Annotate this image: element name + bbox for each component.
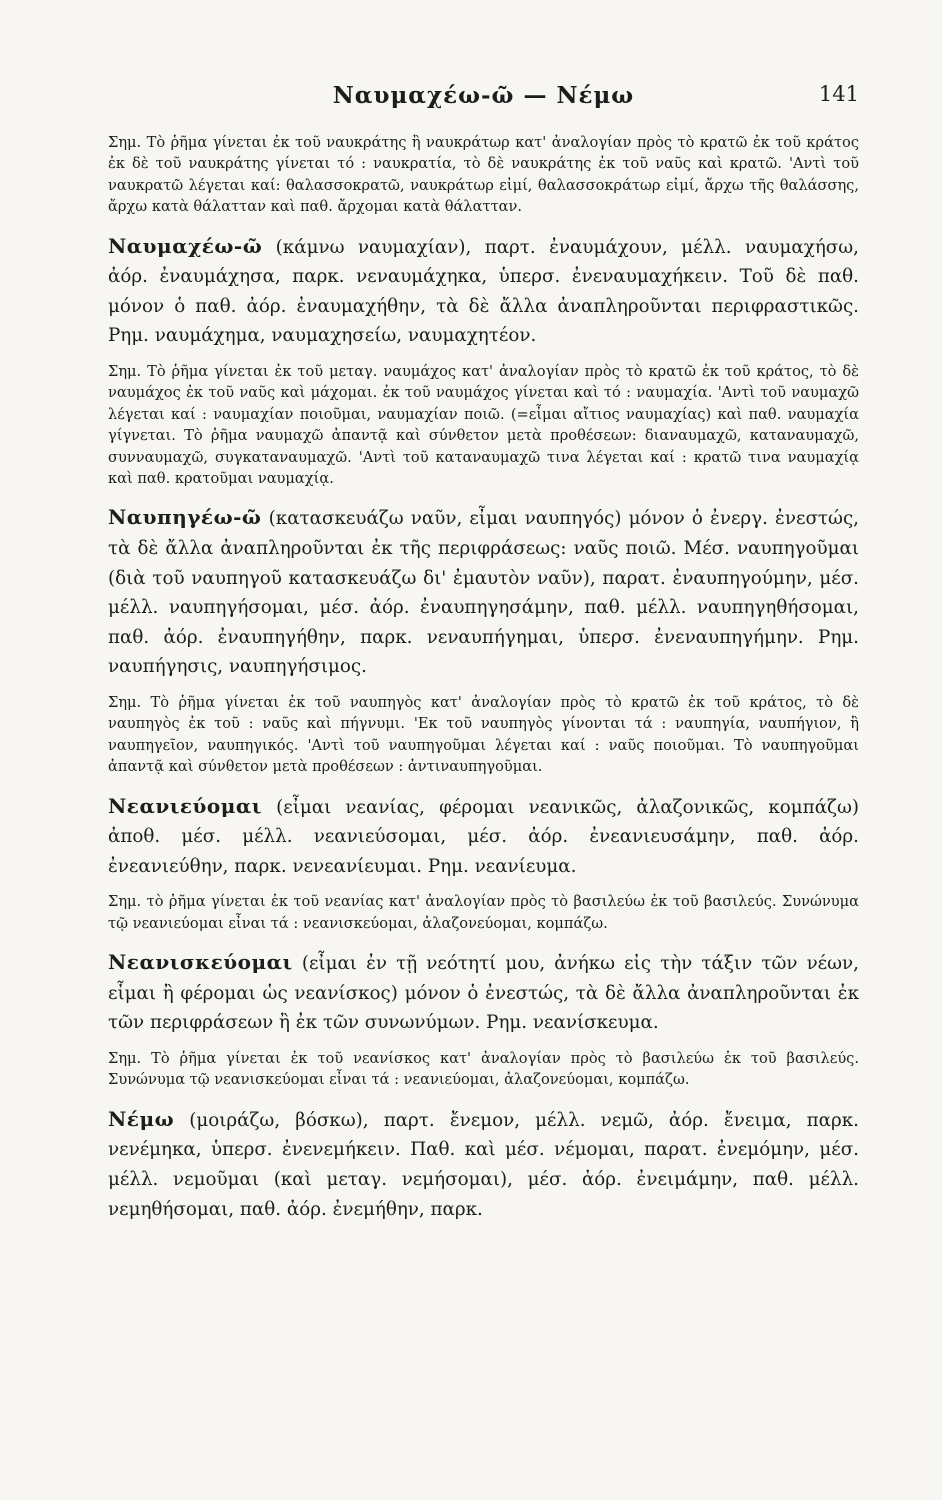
entry-lemma: Ναυπηγέω-ῶ bbox=[108, 505, 262, 530]
entry-text: (κάμνω ναυμαχίαν), παρτ. ἐναυμάχουν, μέλλ. ναυμαχήσω, ἀόρ. ἐναυμάχησα, παρκ. νεναυμάχηκα, ὑπερσ. ἐνεναυμαχήκειν. Τοῦ δὲ παθ. μόνον ὁ παθ. ἀόρ. ἐναυμαχήθην, τὰ δὲ ἄλλα ἀναπληροῦνται περιφραστικῶς. Ρημ. ναυμάχημα, ναυμαχησείω, ναυμαχητέον. bbox=[108, 236, 859, 347]
entry-neaniskeuomai bbox=[108, 948, 859, 1038]
entry-nemo bbox=[108, 1105, 859, 1224]
entry-text: (εἶμαι νεανίας, φέρομαι νεανικῶς, ἀλαζονικῶς, κομπάζω) ἀποθ. μέσ. μέλλ. νεανιεύσομαι, μέσ. ἀόρ. ἐνεανιευσάμην, παθ. ἀόρ. ἐνεανιεύθην, παρκ. νενεανίευμαι. Ρημ. νεανίευμα. bbox=[108, 796, 859, 877]
note-naupegeo bbox=[108, 692, 859, 778]
note-naumacheo bbox=[108, 361, 859, 489]
entry-text: (εἶμαι ἐν τῇ νεότητί μου, ἀνήκω εἰς τὴν τάξιν τῶν νέων, εἶμαι ἢ φέρομαι ὡς νεανίσκος) μόνον ὁ ἐνεστώς, τὰ δὲ ἄλλα ἀναπληροῦνται ἐκ τῶν περιφράσεων ἢ ἐκ τῶν συνωνύμων. Ρημ. νεανίσκευμα. bbox=[108, 953, 859, 1034]
entry-naupegeo bbox=[108, 503, 859, 682]
note-neaniskeuomai bbox=[108, 1048, 859, 1091]
entry-text: (κατασκευάζω ναῦν, εἶμαι ναυπηγός) μόνον ὁ ἐνεργ. ἐνεστώς, τὰ δὲ ἄλλα ἀναπληροῦνται ἐκ τῆς περιφράσεως: ναῦς ποιῶ. Μέσ. ναυπηγοῦμαι (διὰ τοῦ ναυπηγοῦ κατασκευάζω δι' ἐμαυτὸν ναῦν), παρατ. ἐναυπηγούμην, μέσ. μέλλ. ναυπηγήσομαι, μέσ. ἀόρ. ἐναυπηγησάμην, παθ. μέλλ. ναυπηγηθήσομαι, παθ. ἀόρ. ἐναυπηγήθην, παρκ. νεναυπήγημαι, ὑπερσ. ἐνεναυπηγήμην. Ρημ. ναυπήγησις, ναυπηγήσιμος. bbox=[108, 508, 859, 678]
note-naukrateo bbox=[108, 132, 859, 218]
entry-naumacheo bbox=[108, 232, 859, 351]
note-text: Σημ. Τὸ ῥῆμα γίνεται ἐκ τοῦ ναυπηγὸς κατ' ἀναλογίαν πρὸς τὸ κρατῶ ἐκ τοῦ κράτος, τὸ δὲ ναυπηγὸς ἐκ τοῦ : ναῦς καὶ πήγνυμι. 'Εκ τοῦ ναυπηγὸς γίνονται τά : ναυπηγία, ναυπήγιον, ἢ ναυπηγεῖον, ναυπηγικός. 'Αντὶ τοῦ ναυπηγοῦμαι λέγεται καί : ναῦς ποιοῦμαι. Τὸ ναυπηγοῦμαι ἀπαντᾷ καὶ σύνθετον μετὰ προθέσεων : ἀντιναυπηγοῦμαι. bbox=[108, 694, 859, 776]
entry-lemma: Νέμω bbox=[108, 1106, 175, 1131]
note-text: Σημ. Τὸ ῥῆμα γίνεται ἐκ τοῦ ναυκράτης ἢ ναυκράτωρ κατ' ἀναλογίαν πρὸς τὸ κρατῶ ἐκ τοῦ κράτος ἐκ δὲ τοῦ ναυκράτης γίνεται τό : ναυκρατία, τὸ δὲ ναυκράτης ἐκ τοῦ ναῦς καὶ κρατῶ. 'Αντὶ τοῦ ναυκρατῶ λέγεται καί: θαλασσοκρατῶ, ναυκράτωρ εἰμί, θαλασσοκράτωρ εἰμί, ἄρχω τῆς θαλάσσης, ἄρχω κατὰ θάλατταν καὶ παθ. ἄρχομαι κατὰ θάλατταν. bbox=[108, 134, 859, 216]
page-header bbox=[108, 82, 859, 118]
entry-lemma: Ναυμαχέω-ῶ bbox=[108, 233, 263, 258]
note-text: Σημ. Τὸ ῥῆμα γίνεται ἐκ τοῦ μεταγ. ναυμάχος κατ' ἀναλογίαν πρὸς τὸ κρατῶ ἐκ τοῦ κράτος, τὸ δὲ ναυμάχος ἐκ τοῦ ναῦς καὶ μάχομαι. ἐκ τοῦ ναυμάχος γίνεται καὶ τό : ναυμαχία. 'Αντὶ τοῦ ναυμαχῶ λέγεται καί : ναυμαχίαν ποιοῦμαι, ναυμαχίαν ποιῶ. (=εἶμαι αἴτιος ναυμαχίας) καὶ παθ. ναυμαχία γίγνεται. Τὸ ῥῆμα ναυμαχῶ ἀπαντᾷ καὶ σύνθετον μετὰ προθέσεων: διαναυμαχῶ, καταναυμαχῶ, συνναυμαχῶ, συγκαταναυμαχῶ. 'Αντὶ τοῦ καταναυμαχῶ τινα λέγεται καί : κρατῶ τινα ναυμαχίᾳ καὶ παθ. κρατοῦμαι ναυμαχίᾳ. bbox=[108, 363, 859, 488]
note-text: Σημ. τὸ ῥῆμα γίνεται ἐκ τοῦ νεανίας κατ' ἀναλογίαν πρὸς τὸ βασιλεύω ἐκ τοῦ βασιλεύς. Συνώνυμα τῷ νεανιεύομαι εἶναι τά : νεανισκεύομαι, ἀλαζονεύομαι, κομπάζω. bbox=[108, 893, 859, 932]
entry-lemma: Νεανιεύομαι bbox=[108, 793, 262, 818]
note-neanieuomai bbox=[108, 891, 859, 934]
entry-lemma: Νεανισκεύομαι bbox=[108, 950, 293, 975]
note-text: Σημ. Τὸ ῥῆμα γίνεται ἐκ τοῦ νεανίσκος κατ' ἀναλογίαν πρὸς τὸ βασιλεύω ἐκ τοῦ βασιλεύς. Συνώνυμα τῷ νεανισκεύομαι εἶναι τά : νεανιεύομαι, ἀλαζονεύομαι, κομπάζω. bbox=[108, 1050, 859, 1089]
running-head: Ναυμαχέω-ῶ — Νέμω bbox=[332, 82, 635, 109]
entry-neanieuomai bbox=[108, 792, 859, 882]
page-number: 141 bbox=[818, 82, 859, 106]
page-content bbox=[108, 132, 859, 1224]
entry-text: (μοιράζω, βόσκω), παρτ. ἔνεμον, μέλλ. νεμῶ, ἀόρ. ἔνειμα, παρκ. νενέμηκα, ὑπερσ. ἐνενεμήκειν. Παθ. καὶ μέσ. νέμομαι, παρατ. ἐνεμόμην, μέσ. μέλλ. νεμοῦμαι (καὶ μεταγ. νεμήσομαι), μέσ. ἀόρ. ἐνειμάμην, παθ. μέλλ. νεμηθήσομαι, παθ. ἀόρ. ἐνεμήθην, παρκ. bbox=[108, 1109, 859, 1220]
